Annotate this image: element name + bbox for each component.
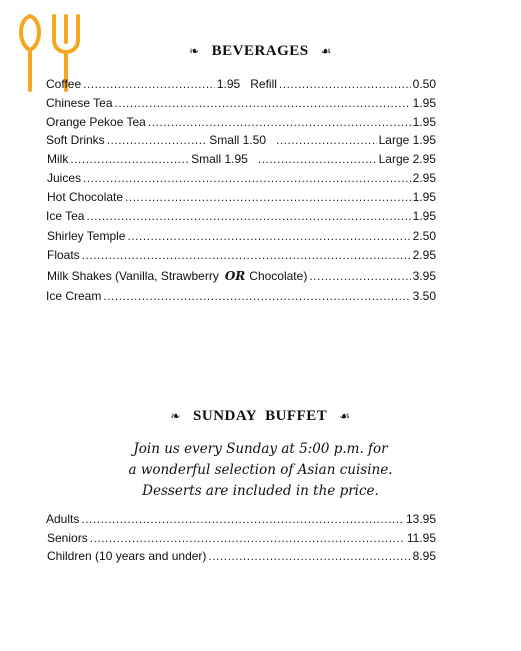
ornament-left-icon: ❧ (189, 44, 200, 58)
tagline-line-2: a wonderful selection of Asian cuisine. (128, 462, 393, 478)
menu-row-floats (47, 247, 436, 263)
item-price: 1.95 (412, 209, 436, 223)
menu-row-children (47, 548, 436, 564)
tagline-line-1: Join us every Sunday at 5:00 p.m. for (133, 441, 388, 457)
item-price: 8.95 (412, 549, 436, 563)
ornament-right-icon: ☙ (320, 44, 332, 58)
item-label: Adults (46, 512, 80, 526)
ornament-left-icon: ❧ (170, 409, 182, 423)
leader-dots (125, 189, 411, 205)
menu-row-seniors (47, 530, 436, 546)
menu-row-chinese-tea (46, 95, 436, 111)
leader-dots (103, 288, 410, 304)
menu-row-soft-drinks (46, 132, 436, 148)
menu-row-milk (47, 151, 436, 167)
menu-row-juices (47, 170, 436, 186)
leader-dots (107, 132, 208, 148)
leader-dots (276, 132, 377, 148)
refill-price: 0.50 (412, 77, 436, 91)
item-label: Orange Pekoe Tea (46, 115, 146, 129)
refill-label: Refill (250, 77, 277, 91)
leader-dots (148, 114, 411, 130)
item-price: 3.50 (412, 289, 436, 303)
beverages-heading (0, 43, 521, 60)
small-price: Small 1.95 (191, 152, 248, 166)
item-label: Hot Chocolate (47, 190, 124, 204)
item-label: Soft Drinks (46, 133, 105, 147)
large-price: Large 1.95 (378, 133, 436, 147)
leader-dots (81, 511, 404, 527)
item-label-b: Chocolate) (249, 269, 308, 283)
large-price: Large 2.95 (378, 152, 436, 166)
leader-dots (208, 548, 410, 564)
leader-dots (90, 530, 405, 546)
buffet-heading (0, 408, 521, 425)
menu-row-ice-cream (46, 288, 436, 304)
item-price: 2.95 (412, 248, 436, 262)
leader-dots (83, 76, 215, 92)
leader-dots (83, 170, 411, 186)
leader-dots (258, 151, 377, 167)
item-label: Children (10 years and under) (47, 549, 207, 563)
item-label: Juices (47, 171, 82, 185)
beverages-title: BEVERAGES (211, 43, 309, 59)
ornament-right-icon: ☙ (339, 409, 351, 423)
menu-row-ice-tea (46, 208, 436, 224)
item-price: 1.95 (412, 96, 436, 110)
item-label: Ice Cream (46, 289, 102, 303)
leader-dots (70, 151, 189, 167)
leader-dots (279, 76, 411, 92)
leader-dots (309, 268, 410, 284)
leader-dots (115, 95, 411, 111)
menu-row-adults (46, 511, 436, 527)
menu-row-orange-pekoe (46, 114, 436, 130)
small-price: Small 1.50 (209, 133, 266, 147)
item-label: Ice Tea (46, 209, 85, 223)
item-label: Coffee (46, 77, 82, 91)
item-price: 2.95 (412, 171, 436, 185)
menu-row-hot-chocolate (47, 189, 436, 205)
item-price: 1.95 (412, 190, 436, 204)
item-label: Chinese Tea (46, 96, 113, 110)
leader-dots (86, 208, 410, 224)
or-text: OR (224, 269, 246, 283)
menu-row-coffee (46, 76, 436, 92)
item-label: Milk (47, 152, 69, 166)
item-price: 2.50 (412, 229, 436, 243)
item-label: Seniors (47, 531, 88, 545)
item-label: Milk Shakes (Vanilla, Strawberry (47, 269, 219, 283)
item-price: 1.95 (412, 115, 436, 129)
item-price: 1.95 (216, 77, 241, 91)
item-price: 3.95 (412, 269, 436, 283)
leader-dots (82, 247, 411, 263)
buffet-title: SUNDAY BUFFET (193, 408, 328, 424)
item-price: 11.95 (406, 531, 436, 545)
buffet-tagline (0, 439, 521, 502)
item-label: Shirley Temple (47, 229, 126, 243)
leader-dots (127, 228, 410, 244)
item-label: Floats (47, 248, 80, 262)
item-price: 13.95 (405, 512, 436, 526)
menu-row-milk-shakes (47, 268, 436, 284)
tagline-line-3: Desserts are included in the price. (142, 483, 379, 499)
menu-row-shirley-temple (47, 228, 436, 244)
